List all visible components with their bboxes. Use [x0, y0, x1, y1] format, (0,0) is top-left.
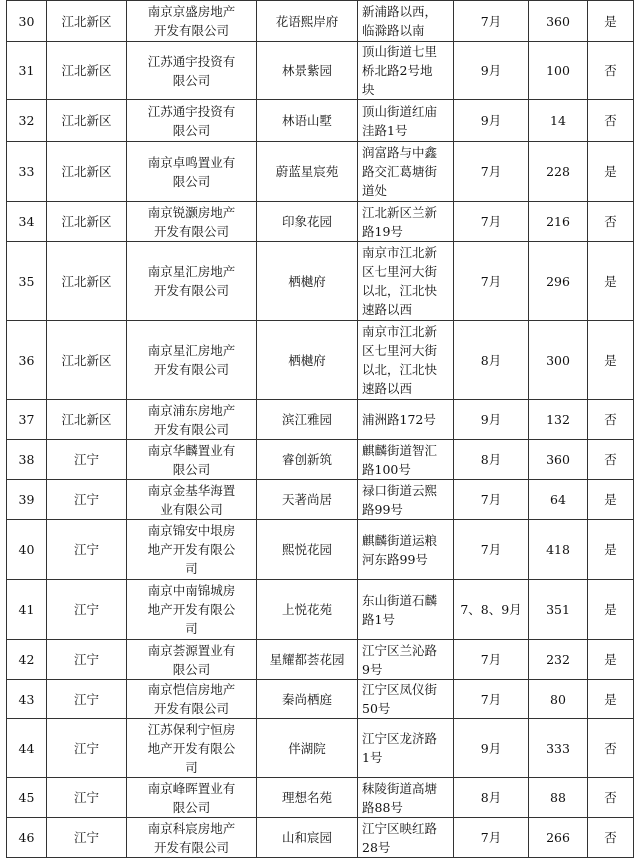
- units-cell-text: 300: [546, 352, 570, 368]
- row-number-cell: [7, 42, 47, 100]
- district-cell-text: 江北新区: [61, 63, 112, 78]
- project-name-cell-text: 印象花园: [281, 214, 332, 229]
- district-cell: [47, 321, 127, 400]
- location-cell-text: 新浦路以西， 临滁路以南: [362, 4, 438, 38]
- flag-cell-text: 否: [604, 830, 617, 845]
- row-number-cell-text: 40: [18, 542, 35, 557]
- project-name-cell-text: 伴湖院: [288, 740, 326, 756]
- row-number-cell-text: 41: [18, 602, 35, 617]
- location-cell-text: 南京市江北新 区七里河大街 以北，江北快 速路以西: [362, 324, 438, 396]
- row-number-cell: [7, 680, 47, 719]
- units-cell: [529, 680, 588, 719]
- district-cell: [47, 778, 127, 818]
- month-cell-text: 7月: [480, 652, 502, 667]
- units-cell: [529, 321, 588, 400]
- table-row: [7, 640, 634, 680]
- month-cell-text: 7月: [480, 492, 502, 507]
- developer-cell-text: 南京星汇房地产 开发有限公司: [147, 264, 236, 298]
- row-number-cell-text: 38: [18, 452, 35, 467]
- month-cell-text: 8月: [480, 790, 502, 805]
- flag-cell: [588, 42, 634, 100]
- project-name-cell-text: 栖樾府: [288, 273, 326, 289]
- district-cell-text: 江宁: [73, 790, 99, 805]
- flag-cell-text: 否: [604, 790, 617, 805]
- flag-cell-text: 否: [604, 412, 617, 427]
- district-cell-text: 江宁: [73, 652, 99, 667]
- project-name-cell: [257, 1, 358, 42]
- units-cell-text: 360: [546, 452, 570, 467]
- district-cell-text: 江北新区: [61, 214, 112, 229]
- table-row: [7, 142, 634, 202]
- developer-cell: [127, 142, 257, 202]
- location-cell: [358, 640, 454, 680]
- district-cell-text: 江北新区: [61, 352, 112, 368]
- flag-cell: [588, 242, 634, 321]
- developer-cell: [127, 100, 257, 142]
- flag-cell-text: 是: [604, 273, 617, 289]
- district-cell: [47, 480, 127, 520]
- month-cell: [454, 142, 529, 202]
- units-cell-text: 14: [550, 113, 566, 128]
- district-cell: [47, 42, 127, 100]
- developer-cell: [127, 321, 257, 400]
- location-cell: [358, 100, 454, 142]
- district-cell: [47, 818, 127, 858]
- developer-cell-text: 南京金基华海置 业有限公司: [147, 482, 236, 517]
- project-name-cell-text: 熙悦花园: [281, 542, 332, 557]
- table-row: [7, 680, 634, 719]
- location-cell-text: 南京市江北新 区七里河大街 以北，江北快 速路以西: [362, 245, 438, 317]
- month-cell-text: 7月: [480, 830, 502, 845]
- location-cell: [358, 719, 454, 778]
- project-name-cell: [257, 680, 358, 719]
- table-row: [7, 400, 634, 440]
- location-cell: [358, 520, 454, 580]
- project-name-cell: [257, 202, 358, 242]
- units-cell-text: 216: [546, 214, 570, 229]
- developer-cell-text: 江苏通宇投资有 限公司: [147, 103, 236, 138]
- flag-cell-text: 是: [604, 13, 617, 29]
- units-cell: [529, 400, 588, 440]
- month-cell-text: 7月: [480, 164, 502, 179]
- location-cell-text: 江宁区龙济路 1号: [362, 731, 438, 765]
- developer-cell: [127, 680, 257, 719]
- row-number-cell: [7, 440, 47, 480]
- developer-cell: [127, 520, 257, 580]
- location-cell-text: 江宁区兰沁路 9号: [362, 642, 438, 677]
- row-number-cell: [7, 142, 47, 202]
- location-cell-text: 江宁区凤仪街 50号: [362, 682, 438, 716]
- project-name-cell: [257, 142, 358, 202]
- location-cell: [358, 1, 454, 42]
- month-cell-text: 9月: [480, 63, 502, 78]
- units-cell-text: 333: [546, 740, 570, 756]
- district-cell: [47, 440, 127, 480]
- project-name-cell-text: 星耀都荟花园: [269, 652, 345, 667]
- month-cell: [454, 242, 529, 321]
- units-cell: [529, 778, 588, 818]
- month-cell-text: 9月: [480, 113, 502, 128]
- project-name-cell: [257, 818, 358, 858]
- flag-cell-text: 否: [604, 740, 617, 756]
- project-name-cell-text: 林语山墅: [281, 113, 332, 128]
- location-cell: [358, 321, 454, 400]
- district-cell-text: 江北新区: [61, 164, 112, 179]
- flag-cell: [588, 818, 634, 858]
- table-row: [7, 1, 634, 42]
- flag-cell-text: 否: [604, 63, 617, 78]
- row-number-cell-text: 36: [18, 352, 35, 368]
- developer-cell-text: 南京恺信房地产 开发有限公司: [147, 682, 236, 716]
- project-name-cell: [257, 321, 358, 400]
- developer-cell: [127, 42, 257, 100]
- units-cell-text: 228: [546, 164, 570, 179]
- table-row: [7, 520, 634, 580]
- flag-cell-text: 是: [604, 492, 617, 507]
- project-name-cell: [257, 520, 358, 580]
- row-number-cell-text: 31: [18, 63, 35, 78]
- month-cell: [454, 400, 529, 440]
- housing-supply-table: [6, 0, 634, 858]
- flag-cell: [588, 400, 634, 440]
- developer-cell-text: 南京中南锦城房 地产开发有限公 司: [147, 583, 236, 636]
- location-cell-text: 麒麟街道智汇 路100号: [362, 442, 438, 477]
- table-row: [7, 778, 634, 818]
- location-cell: [358, 142, 454, 202]
- district-cell: [47, 1, 127, 42]
- month-cell-text: 7、8、9月: [460, 602, 522, 617]
- units-cell: [529, 520, 588, 580]
- flag-cell-text: 是: [604, 602, 617, 617]
- district-cell: [47, 142, 127, 202]
- units-cell: [529, 818, 588, 858]
- units-cell-text: 88: [550, 790, 566, 805]
- project-name-cell-text: 理想名苑: [281, 790, 332, 805]
- units-cell: [529, 242, 588, 321]
- district-cell: [47, 400, 127, 440]
- row-number-cell: [7, 242, 47, 321]
- flag-cell: [588, 580, 634, 640]
- district-cell-text: 江宁: [73, 452, 99, 467]
- month-cell: [454, 719, 529, 778]
- location-cell: [358, 580, 454, 640]
- developer-cell-text: 南京华麟置业有 限公司: [147, 442, 236, 477]
- row-number-cell-text: 39: [18, 492, 35, 507]
- flag-cell: [588, 640, 634, 680]
- table-row: [7, 321, 634, 400]
- month-cell: [454, 680, 529, 719]
- flag-cell-text: 否: [604, 214, 617, 229]
- table-row: [7, 480, 634, 520]
- units-cell-text: 232: [546, 652, 570, 667]
- units-cell: [529, 480, 588, 520]
- month-cell: [454, 202, 529, 242]
- units-cell-text: 80: [550, 691, 566, 707]
- developer-cell: [127, 580, 257, 640]
- month-cell: [454, 480, 529, 520]
- location-cell-text: 顶山街道红庙 洼路1号: [362, 103, 438, 138]
- project-name-cell: [257, 440, 358, 480]
- row-number-cell-text: 45: [18, 790, 35, 805]
- district-cell-text: 江宁: [73, 602, 99, 617]
- developer-cell: [127, 818, 257, 858]
- flag-cell: [588, 778, 634, 818]
- developer-cell-text: 江苏通宇投资有 限公司: [147, 53, 236, 88]
- developer-cell-text: 南京浦东房地产 开发有限公司: [147, 402, 236, 437]
- district-cell: [47, 580, 127, 640]
- location-cell-text: 秣陵街道高塘 路88号: [362, 780, 438, 815]
- row-number-cell-text: 35: [18, 273, 35, 289]
- project-name-cell-text: 滨江雅园: [281, 412, 332, 427]
- project-name-cell-text: 上悦花苑: [281, 602, 332, 617]
- units-cell: [529, 42, 588, 100]
- location-cell: [358, 202, 454, 242]
- month-cell: [454, 1, 529, 42]
- flag-cell-text: 否: [604, 113, 617, 128]
- project-name-cell-text: 林景紫园: [281, 63, 332, 78]
- flag-cell: [588, 202, 634, 242]
- flag-cell: [588, 142, 634, 202]
- month-cell-text: 7月: [480, 273, 502, 289]
- district-cell: [47, 520, 127, 580]
- month-cell-text: 7月: [480, 542, 502, 557]
- project-name-cell-text: 天著尚居: [281, 492, 332, 507]
- district-cell: [47, 680, 127, 719]
- month-cell: [454, 520, 529, 580]
- units-cell-text: 360: [546, 13, 570, 29]
- row-number-cell: [7, 400, 47, 440]
- flag-cell-text: 是: [604, 352, 617, 368]
- developer-cell: [127, 440, 257, 480]
- units-cell: [529, 1, 588, 42]
- district-cell-text: 江宁: [73, 542, 99, 557]
- month-cell: [454, 778, 529, 818]
- project-name-cell: [257, 242, 358, 321]
- flag-cell: [588, 100, 634, 142]
- developer-cell: [127, 202, 257, 242]
- row-number-cell-text: 30: [18, 13, 35, 29]
- district-cell: [47, 242, 127, 321]
- table-body: [7, 1, 634, 858]
- project-name-cell-text: 蔚蓝星宸苑: [275, 164, 339, 179]
- month-cell-text: 9月: [480, 412, 502, 427]
- developer-cell-text: 南京科宸房地产 开发有限公司: [147, 820, 236, 855]
- developer-cell: [127, 1, 257, 42]
- developer-cell-text: 南京京盛房地产 开发有限公司: [147, 4, 236, 38]
- row-number-cell: [7, 321, 47, 400]
- district-cell-text: 江北新区: [61, 412, 112, 427]
- row-number-cell: [7, 202, 47, 242]
- flag-cell-text: 是: [604, 164, 617, 179]
- flag-cell: [588, 480, 634, 520]
- location-cell-text: 东山街道石麟 路1号: [362, 592, 438, 627]
- developer-cell-text: 南京卓鸣置业有 限公司: [147, 154, 236, 189]
- location-cell: [358, 440, 454, 480]
- project-name-cell: [257, 100, 358, 142]
- row-number-cell: [7, 520, 47, 580]
- month-cell: [454, 818, 529, 858]
- developer-cell-text: 南京锦安中垠房 地产开发有限公 司: [147, 523, 236, 576]
- row-number-cell-text: 42: [18, 652, 35, 667]
- project-name-cell: [257, 480, 358, 520]
- developer-cell-text: 南京星汇房地产 开发有限公司: [147, 343, 236, 377]
- project-name-cell: [257, 778, 358, 818]
- row-number-cell-text: 43: [18, 691, 35, 707]
- row-number-cell: [7, 580, 47, 640]
- developer-cell-text: 南京峰晖置业有 限公司: [147, 780, 236, 815]
- table-row: [7, 42, 634, 100]
- units-cell: [529, 640, 588, 680]
- row-number-cell-text: 32: [18, 113, 35, 128]
- table-container: [6, 0, 634, 858]
- project-name-cell: [257, 640, 358, 680]
- month-cell: [454, 321, 529, 400]
- district-cell: [47, 100, 127, 142]
- location-cell-text: 江宁区映红路 28号: [362, 820, 438, 855]
- project-name-cell-text: 花语熙岸府: [275, 13, 339, 29]
- month-cell: [454, 580, 529, 640]
- location-cell: [358, 242, 454, 321]
- month-cell-text: 8月: [480, 452, 502, 467]
- developer-cell: [127, 480, 257, 520]
- row-number-cell: [7, 818, 47, 858]
- row-number-cell: [7, 480, 47, 520]
- units-cell-text: 64: [550, 492, 566, 507]
- units-cell: [529, 440, 588, 480]
- developer-cell-text: 南京锐灏房地产 开发有限公司: [147, 204, 236, 239]
- district-cell-text: 江宁: [73, 830, 99, 845]
- location-cell-text: 浦洲路172号: [362, 412, 436, 427]
- month-cell: [454, 440, 529, 480]
- project-name-cell-text: 睿创新筑: [281, 452, 332, 467]
- flag-cell: [588, 680, 634, 719]
- month-cell-text: 7月: [480, 13, 502, 29]
- row-number-cell: [7, 100, 47, 142]
- location-cell-text: 江北新区兰新 路19号: [362, 204, 438, 239]
- flag-cell-text: 是: [604, 652, 617, 667]
- location-cell: [358, 680, 454, 719]
- row-number-cell-text: 44: [18, 740, 35, 756]
- month-cell: [454, 640, 529, 680]
- project-name-cell-text: 山和宸园: [281, 830, 332, 845]
- location-cell-text: 润富路与中鑫 路交汇葛塘街 道处: [362, 145, 438, 198]
- flag-cell: [588, 440, 634, 480]
- row-number-cell: [7, 640, 47, 680]
- units-cell: [529, 719, 588, 778]
- units-cell-text: 351: [546, 602, 570, 617]
- table-row: [7, 242, 634, 321]
- district-cell-text: 江宁: [73, 740, 99, 756]
- flag-cell: [588, 1, 634, 42]
- location-cell: [358, 400, 454, 440]
- month-cell: [454, 100, 529, 142]
- month-cell-text: 7月: [480, 214, 502, 229]
- flag-cell-text: 是: [604, 691, 617, 707]
- row-number-cell-text: 46: [18, 830, 35, 845]
- location-cell: [358, 42, 454, 100]
- table-row: [7, 719, 634, 778]
- month-cell: [454, 42, 529, 100]
- flag-cell-text: 否: [604, 452, 617, 467]
- project-name-cell-text: 秦尚栖庭: [281, 691, 332, 707]
- location-cell-text: 禄口街道云熙 路99号: [362, 482, 438, 517]
- flag-cell: [588, 520, 634, 580]
- developer-cell: [127, 242, 257, 321]
- district-cell-text: 江北新区: [61, 113, 112, 128]
- project-name-cell: [257, 719, 358, 778]
- row-number-cell-text: 37: [18, 412, 35, 427]
- row-number-cell: [7, 778, 47, 818]
- developer-cell-text: 江苏保利宁恒房 地产开发有限公 司: [147, 721, 236, 775]
- developer-cell: [127, 778, 257, 818]
- row-number-cell-text: 34: [18, 214, 35, 229]
- row-number-cell: [7, 1, 47, 42]
- month-cell-text: 9月: [480, 740, 502, 756]
- units-cell: [529, 580, 588, 640]
- units-cell-text: 266: [546, 830, 570, 845]
- district-cell: [47, 719, 127, 778]
- developer-cell: [127, 640, 257, 680]
- project-name-cell-text: 栖樾府: [288, 352, 326, 368]
- table-row: [7, 580, 634, 640]
- row-number-cell-text: 33: [18, 164, 35, 179]
- units-cell-text: 132: [546, 412, 570, 427]
- table-row: [7, 100, 634, 142]
- project-name-cell: [257, 580, 358, 640]
- developer-cell: [127, 719, 257, 778]
- table-row: [7, 440, 634, 480]
- location-cell-text: 麒麟街道运粮 河东路99号: [362, 532, 438, 567]
- month-cell-text: 8月: [480, 352, 502, 368]
- district-cell-text: 江宁: [73, 691, 99, 707]
- district-cell-text: 江北新区: [61, 13, 112, 29]
- location-cell: [358, 480, 454, 520]
- flag-cell-text: 是: [604, 542, 617, 557]
- district-cell: [47, 640, 127, 680]
- month-cell-text: 7月: [480, 691, 502, 707]
- developer-cell: [127, 400, 257, 440]
- district-cell: [47, 202, 127, 242]
- developer-cell-text: 南京荟源置业有 限公司: [147, 642, 236, 677]
- location-cell-text: 顶山街道七里 桥北路2号地 块: [362, 44, 438, 97]
- district-cell-text: 江宁: [73, 492, 99, 507]
- location-cell: [358, 818, 454, 858]
- units-cell-text: 418: [546, 542, 570, 557]
- units-cell: [529, 142, 588, 202]
- units-cell-text: 100: [546, 63, 570, 78]
- units-cell: [529, 202, 588, 242]
- flag-cell: [588, 321, 634, 400]
- units-cell: [529, 100, 588, 142]
- project-name-cell: [257, 42, 358, 100]
- units-cell-text: 296: [546, 273, 570, 289]
- project-name-cell: [257, 400, 358, 440]
- location-cell: [358, 778, 454, 818]
- row-number-cell: [7, 719, 47, 778]
- table-row: [7, 818, 634, 858]
- district-cell-text: 江北新区: [61, 273, 112, 289]
- flag-cell: [588, 719, 634, 778]
- table-row: [7, 202, 634, 242]
